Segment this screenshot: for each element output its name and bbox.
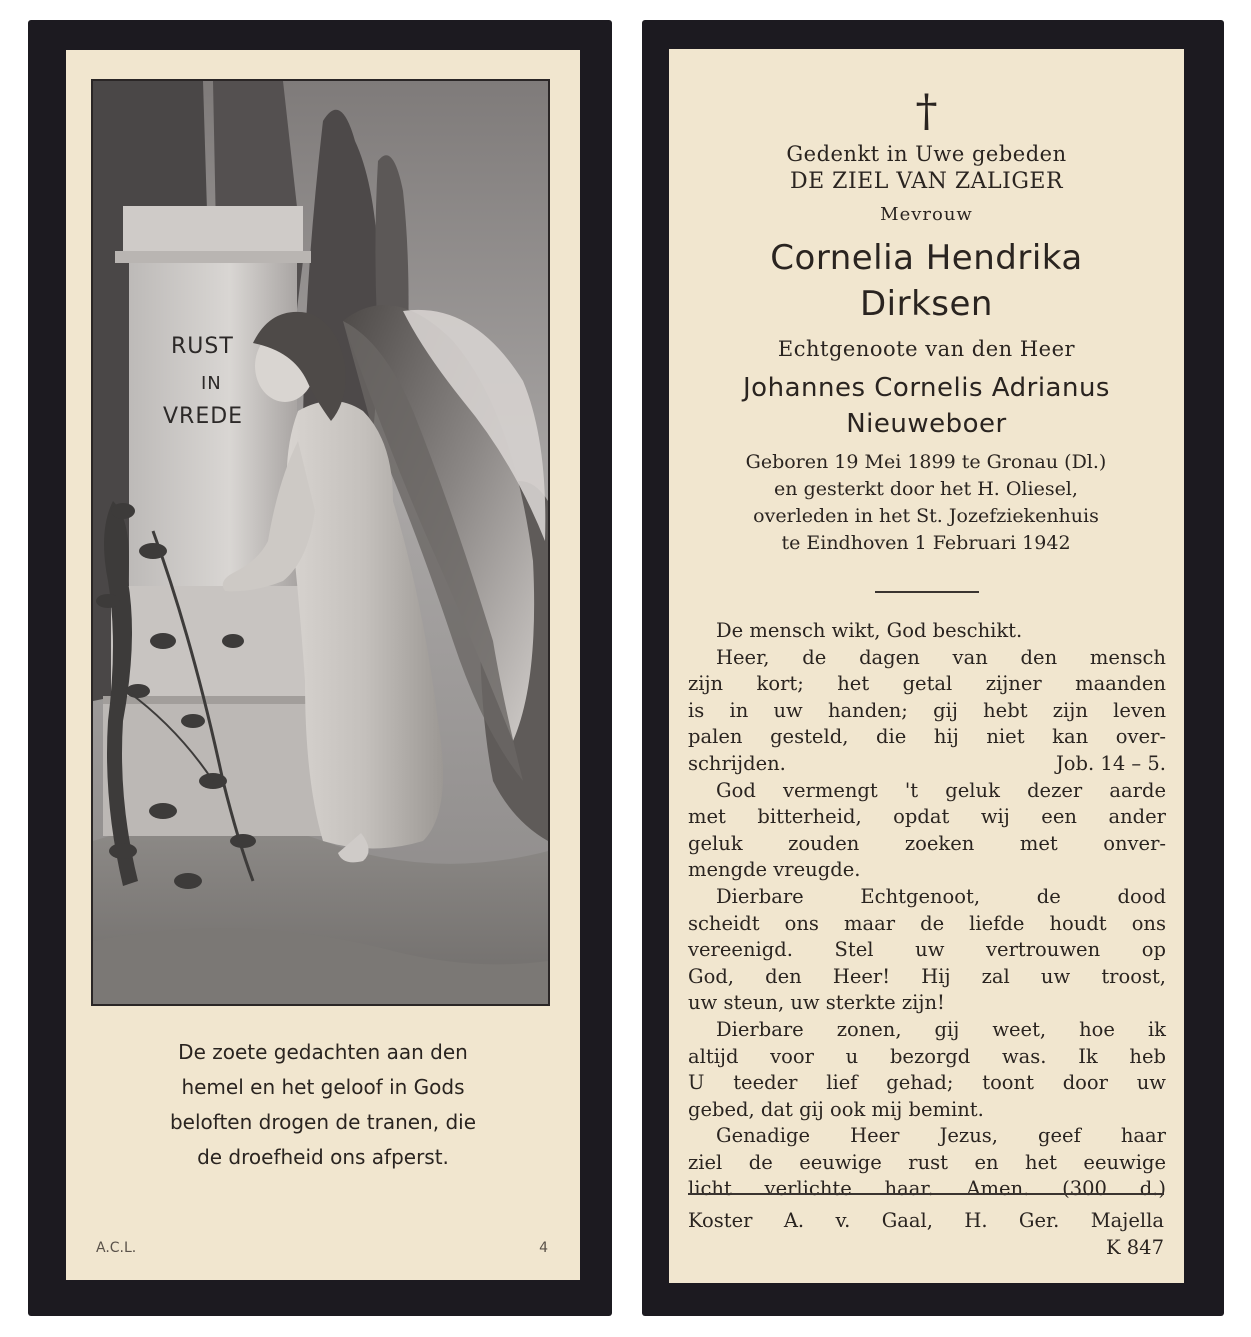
text-line: scheidt ons maar de liefde houdt ons	[688, 911, 1166, 935]
card-front-paper	[66, 50, 580, 1280]
inscription-vrede: VREDE	[163, 404, 244, 429]
honorific-title: Mevrouw	[880, 204, 973, 225]
angel-at-grave-illustration	[91, 79, 550, 1006]
deceased-given-names: Cornelia Hendrika	[770, 238, 1083, 278]
inscription-in: IN	[201, 373, 222, 394]
text-line: U teeder lief gehad; toont door uw	[688, 1071, 1166, 1095]
text-line: God vermengt 't geluk dezer aarde	[716, 778, 1166, 802]
text-line: gebed, dat gij ook mij bemint.	[688, 1097, 984, 1121]
husband-given-names: Johannes Cornelis Adrianus	[743, 373, 1110, 403]
text-line: altijd voor u bezorgd was. Ik heb	[688, 1044, 1166, 1068]
text-line: De mensch wikt, God beschikt.	[716, 619, 1023, 642]
text-line: geluk zouden zoeken met onver-	[688, 831, 1166, 855]
text-line: is in uw handen; gij hebt zijn leven	[688, 698, 1166, 722]
memorial-card-front	[28, 20, 612, 1316]
divider-short	[875, 591, 979, 593]
deceased-surname: Dirksen	[860, 284, 993, 324]
caption-line: De zoete gedachten aan den	[178, 1040, 468, 1064]
bio-line: Geboren 19 Mei 1899 te Gronau (Dl.)	[745, 451, 1107, 473]
printer-credit	[688, 1207, 1164, 1261]
text-line-with-reference	[688, 751, 1166, 778]
husband-surname: Nieuweboer	[846, 409, 1007, 439]
memorial-text	[688, 618, 1166, 1203]
bio-line: en gesterkt door het H. Oliesel,	[774, 478, 1078, 500]
text-line: Heer, de dagen van den mensch	[716, 645, 1166, 669]
text-line: Dierbare Echtgenoot, de dood	[716, 884, 1166, 908]
text-line: met bitterheid, opdat wij een ander	[688, 805, 1166, 829]
divider-long	[688, 1193, 1164, 1195]
text-line: mengde vreugde.	[688, 858, 861, 882]
text-line: palen gesteld, die hij niet kan over-	[688, 725, 1166, 749]
text-line: uw steun, uw sterkte zijn!	[688, 991, 945, 1015]
text-line: God, den Heer! Hij zal uw troost,	[688, 964, 1166, 988]
prayer-request-line: Gedenkt in Uwe gebeden	[786, 142, 1067, 166]
printer-name: Koster A. v. Gaal, H. Ger. Majella	[688, 1209, 1164, 1232]
publisher-imprint: A.C.L.	[96, 1240, 137, 1256]
text-line: schrijden.	[688, 751, 786, 775]
text-line: Genadige Heer Jezus, geef haar	[716, 1124, 1166, 1148]
scripture-reference: Job. 14 – 5.	[1055, 751, 1166, 775]
inscription-rust: RUST	[171, 334, 234, 359]
card-number: 4	[539, 1240, 548, 1256]
card-back-paper	[669, 49, 1184, 1283]
text-line: zijn kort; het getal zijner maanden	[688, 672, 1166, 696]
caption-line: de droefheid ons afperst.	[197, 1145, 449, 1169]
soul-of-deceased-line: DE ZIEL VAN ZALIGER	[789, 169, 1064, 194]
text-line: vereenigd. Stel uw vertrouwen op	[688, 938, 1166, 962]
biographical-details	[687, 449, 1165, 557]
bio-line: overleden in het St. Jozefziekenhuis	[753, 505, 1099, 527]
memorial-card-back	[642, 20, 1224, 1316]
caption-line: hemel en het geloof in Gods	[181, 1075, 465, 1099]
caption-line: beloften drogen de tranen, die	[169, 1110, 476, 1134]
text-line: licht verlichte haar. Amen. (300 d.)	[688, 1177, 1166, 1201]
bio-line: te Eindhoven 1 Februari 1942	[781, 532, 1071, 554]
front-caption	[76, 1035, 570, 1175]
cross-icon: †	[915, 86, 938, 137]
print-code: K 847	[1106, 1236, 1164, 1259]
spouse-intro: Echtgenoote van den Heer	[777, 337, 1076, 361]
text-line: Dierbare zonen, gij weet, hoe ik	[716, 1017, 1166, 1041]
text-line: ziel de eeuwige rust en het eeuwige	[688, 1150, 1166, 1174]
